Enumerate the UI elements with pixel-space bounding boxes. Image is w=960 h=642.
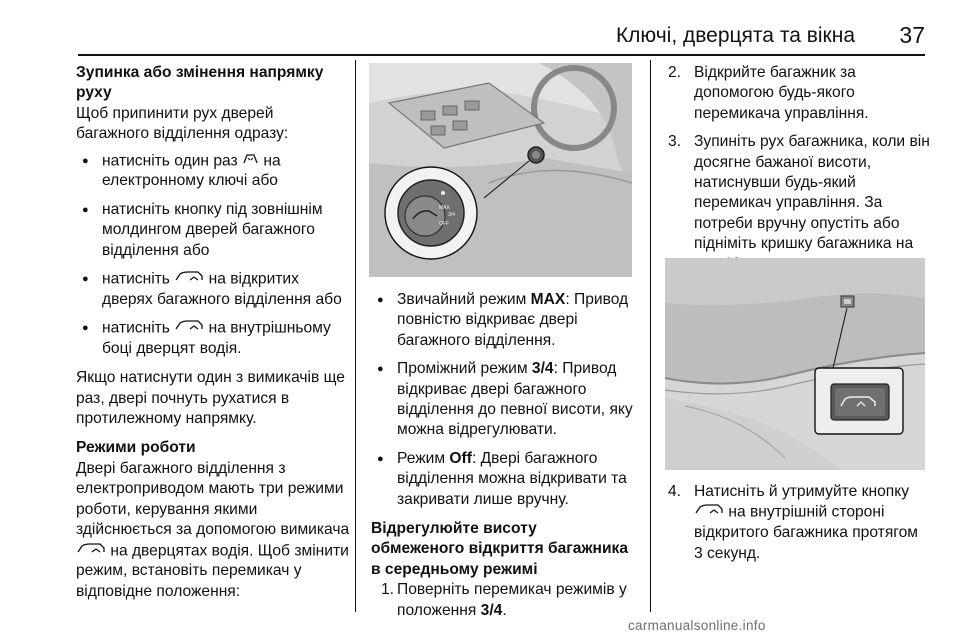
dial-label-max: MAX xyxy=(439,205,450,211)
bullet-item: ● натисніть один раз на електронному ключі або xyxy=(76,151,350,192)
page-header xyxy=(78,18,925,56)
bullet-item: ● натисніть на внутрішньому боці дверцят водія. xyxy=(76,318,350,359)
watermark: carmanualsonline.info xyxy=(628,618,766,633)
chapter-title: Ключі, дверцята та вікна xyxy=(615,24,855,47)
tailgate-icon xyxy=(76,541,106,561)
step-item: 4. Натисніть й утримуйте кнопку на внутрішній стороні відкритого багажника протягом 3 секунд. xyxy=(668,483,918,562)
bullet-item: ● Звичайний режим MAX: Привод повністю відкриває двері багажного відділення. xyxy=(371,290,633,351)
dial-label-off: OFF xyxy=(439,221,449,227)
tailgate-icon xyxy=(694,502,724,522)
step-item: 1. Поверніть перемикач режимів у положення 3/4. xyxy=(381,581,627,619)
section-heading-height: Відрегулюйте висоту обмеженого відкриття багажника в середньому режимі xyxy=(371,520,629,578)
tailgate-icon xyxy=(174,269,204,289)
section-heading-stop-reverse: Зупинка або змінення напрямку руху xyxy=(76,64,324,102)
dial-label-3-4: 3/4 xyxy=(448,212,455,218)
column-right xyxy=(668,63,930,275)
paragraph-reverse: Якщо натиснути один з вимикачів ще раз, двері почнуть рухатися в протилежному напрямку. xyxy=(76,369,345,428)
section-heading-modes: Режими роботи xyxy=(76,439,196,457)
column-left xyxy=(76,63,350,602)
door-switch-illustration xyxy=(369,63,632,277)
intro-text: Щоб припинити рух дверей багажного відділення одразу: xyxy=(76,104,289,143)
column-middle xyxy=(371,290,633,621)
step-item: 2. Відкрийте багажник за допомогою будь-якого перемикача управління. xyxy=(668,64,869,122)
column-divider-1 xyxy=(355,60,356,612)
column-right-lower xyxy=(668,482,930,564)
step-item: 3. Зупиніть рух багажника, коли він досягне бажаної висоти, натиснувши будь-який перемикач управління. За потреби вручну опустіть або підніміть кришку багажника на xyxy=(668,133,930,253)
tailgate-button-illustration xyxy=(665,258,925,470)
bullet-item: ● Режим Off: Двері багажного відділення можна відкривати та закривати лише вручну. xyxy=(371,449,633,510)
page-number: 37 xyxy=(899,22,925,48)
tailgate-icon xyxy=(174,318,204,338)
remote-key-tailgate-icon xyxy=(242,151,259,171)
paragraph-modes: Двері багажного відділення з електроприводом мають три режими роботи, керування якими здійснюється за допомогою вимикача на дверцятах водія. Щоб змінити режим, встановіть перемикач у відповідне положення: xyxy=(76,459,350,600)
bullet-item: ● натисніть на відкритих дверях багажного відділення або xyxy=(76,269,350,310)
column-divider-2 xyxy=(650,60,651,612)
bullet-item: ● Проміжний режим 3/4: Привод відкриває двері багажного відділення до певної висоти, яку можна відрегулювати. xyxy=(371,359,633,441)
bullet-item: ● натисніть кнопку під зовнішнім молдингом дверей багажного відділення або xyxy=(76,200,350,261)
